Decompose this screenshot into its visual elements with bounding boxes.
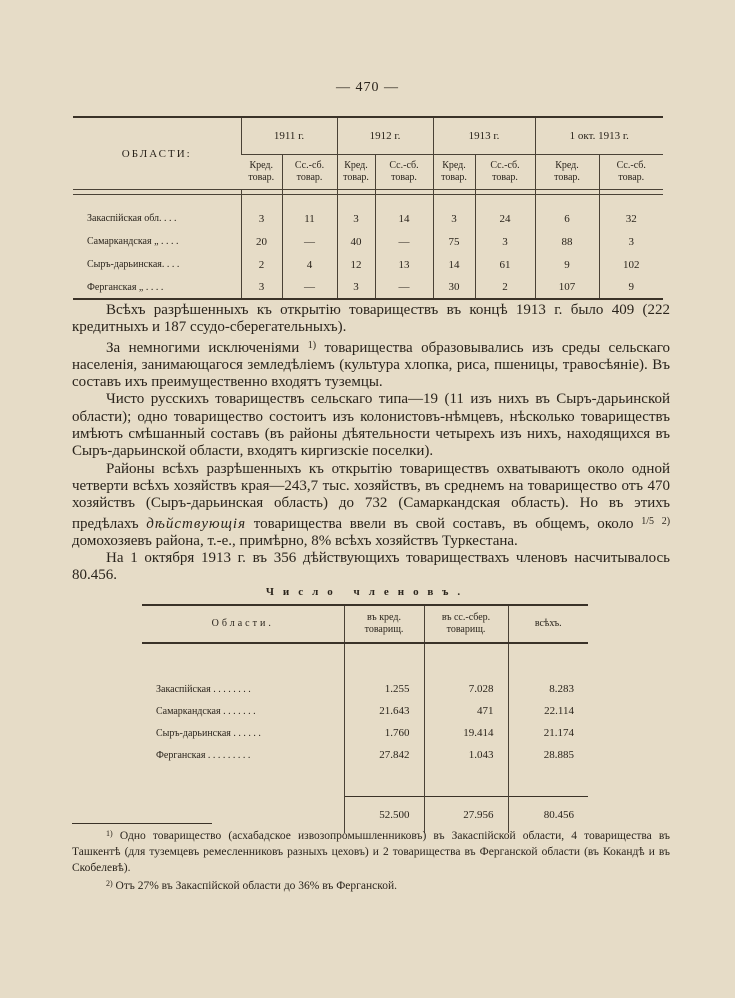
table-cell: 14 (375, 207, 433, 230)
table-cell: 21.174 (508, 722, 588, 744)
page-number: — 470 — (336, 80, 399, 95)
table-row (142, 678, 588, 700)
table-cell: 7.028 (424, 678, 508, 700)
table-cell: — (282, 230, 337, 253)
row-region-name: Закаспійская . . . . . . . . (156, 683, 251, 695)
paragraph: Всѣхъ разрѣшенныхъ къ открытію товариществъ въ концѣ 1913 г. было 409 (222 кредитныхъ и 187 ссудо-сберегательныхъ). (72, 302, 670, 336)
table-cell: 88 (535, 230, 599, 253)
year-header-1913: 1913 г. (433, 117, 535, 155)
row-region-name: Ферганская „ . . . . (87, 281, 164, 293)
year-header-1912: 1912 г. (337, 117, 433, 155)
table-cell: 14 (433, 253, 475, 276)
table-cell: 3 (433, 207, 475, 230)
table-cell: 20 (241, 230, 282, 253)
paragraph: Районы всѣхъ разрѣшенныхъ къ открытію товариществъ охватываютъ около одной четверти всѣхъ хозяйствъ края—243,7 тыс. хозяйствъ, въ среднемъ на товарищество отъ 470 хозяйствъ (Сыръ-дарьинская область) до 732 (Самаркандская область). Но въ этихъ предѣлахъ дѣйствующія товарищества ввели въ свой составъ, въ общемъ, около $^{1/5}$ $^{2)}$ домохозяевъ района, т.-е., примѣрно, 8%⁠ всѣхъ хозяйствъ Туркестана. (72, 460, 671, 549)
table-cell: 3 (599, 230, 663, 253)
subheader-credit: Кред. товар. (433, 155, 475, 190)
table-cell: 22.114 (508, 700, 588, 722)
table-cell: 3 (241, 276, 282, 299)
paragraph: За немногими исключеніями $^{1)}$ товарищества образовывались изъ среды сельскаго населенія, занимающагося земледѣліемъ (культура хлопка, риса, пшеницы, травосѣяніе). Въ составъ ихъ преимущественно входятъ туземцы. (72, 339, 671, 391)
total-all: 80.456 (508, 797, 588, 834)
members-table-title: Число членовъ. (265, 586, 470, 598)
table-cell: 4 (282, 253, 337, 276)
table-cell: 2 (475, 276, 535, 299)
table-cell: 2 (241, 253, 282, 276)
year-header-1911: 1911 г. (241, 117, 337, 155)
credit-column-header: въ кред. товарищ. (344, 605, 424, 643)
table-cell: 19.414 (424, 722, 508, 744)
table-row (73, 276, 663, 299)
table-row (73, 230, 663, 253)
table-cell: 3 (241, 207, 282, 230)
societies-by-year-table (73, 116, 663, 300)
savings-column-header: въ сс.-сбер. товарищ. (424, 605, 508, 643)
footnote-divider (72, 823, 212, 824)
subheader-credit: Кред. товар. (248, 160, 275, 183)
subheader-savings: Сс.-сб. товар. (599, 155, 663, 190)
footnote-2: $^{2)}$ Отъ 27% въ Закаспійской области до 36% въ Ферганской. (106, 879, 398, 892)
footnotes (72, 826, 670, 894)
table-cell: 21.643 (344, 700, 424, 722)
row-region-name: Сыръ-дарьинская . . . . . . (156, 727, 261, 739)
row-region-name: Самаркандская „ . . . . (87, 236, 179, 247)
table-cell: 3 (337, 207, 375, 230)
table-cell: 75 (433, 230, 475, 253)
emphasis: дѣйствующія (146, 515, 247, 532)
members-table (142, 604, 588, 833)
total-credit: 52.500 (344, 797, 424, 834)
total-column-header: всѣхъ. (508, 605, 588, 643)
table-cell: 107 (535, 276, 599, 299)
table-cell: 11 (282, 207, 337, 230)
row-region-name: Ферганская . . . . . . . . . (156, 749, 251, 761)
subheader-savings: Сс.-сб. товар. (282, 155, 337, 190)
table-cell: 30 (433, 276, 475, 299)
table-cell: 1.760 (344, 722, 424, 744)
body-text (72, 302, 670, 585)
fraction: 1/5 (641, 515, 655, 527)
region-column-header: Области. (142, 605, 344, 643)
table-cell: 12 (337, 253, 375, 276)
subheader-credit: Кред. товар. (337, 155, 375, 190)
table-cell: 3 (475, 230, 535, 253)
paragraph: Чисто русскихъ товариществъ сельскаго типа—19 (11 изъ нихъ въ Сыръ-дарьинской области); одно товарищество состоитъ изъ колонистовъ-нѣмцевъ, нѣсколько товариществъ имѣютъ смѣшанный составъ (въ районы дѣятельности четырехъ изъ нихъ, находящихся въ Сыръ-дарьинской области, входятъ киргизскіе поселки). (72, 391, 670, 460)
table-cell: — (282, 276, 337, 299)
total-savings: 27.956 (424, 797, 508, 834)
table-cell: 1.043 (424, 744, 508, 766)
year-header-oct-1913: 1 окт. 1913 г. (535, 117, 663, 155)
subheader-credit: Кред. товар. (535, 155, 599, 190)
table-cell: 24 (475, 207, 535, 230)
footnote-ref: 1) (307, 339, 317, 351)
table-row (142, 700, 588, 722)
table-cell: 61 (475, 253, 535, 276)
row-region-name: Самаркандская . . . . . . . (156, 705, 256, 717)
table-cell: 13 (375, 253, 433, 276)
table-cell: 28.885 (508, 744, 588, 766)
row-region-name: Сыръ-дарьинская. . . . (87, 259, 180, 270)
region-column-header: ОБЛАСТИ: (73, 117, 241, 190)
table-cell: 9 (599, 276, 663, 299)
subheader-savings: Сс.-сб. товар. (375, 155, 433, 190)
table-cell: 27.842 (344, 744, 424, 766)
table-cell: 3 (337, 276, 375, 299)
table-cell: — (375, 276, 433, 299)
table-row (142, 722, 588, 744)
footnote-1: $^{1)}$ Одно товарищество (асхабадское извозопромышленниковъ) въ Закаспійской области, 4 товарищества въ Ташкентѣ (для туземцевъ ремесленниковъ разныхъ цеховъ) и 2 товарищества въ Ферганской области (въ Кокандѣ и въ Скобелевѣ). (72, 829, 671, 874)
table-cell: 40 (337, 230, 375, 253)
table-cell: 32 (599, 207, 663, 230)
table-cell: 9 (535, 253, 599, 276)
table-row (73, 207, 663, 230)
table-cell: 6 (535, 207, 599, 230)
table-row (73, 253, 663, 276)
row-region-name: Закаспійская обл. . . . (87, 213, 177, 224)
table-row (142, 744, 588, 766)
table-cell: 102 (599, 253, 663, 276)
subheader-savings: Сс.-сб. товар. (475, 155, 535, 190)
table-cell: 471 (424, 700, 508, 722)
table-cell: 8.283 (508, 678, 588, 700)
table-cell: 1.255 (344, 678, 424, 700)
table-cell: — (375, 230, 433, 253)
footnote-ref: 2) (661, 515, 671, 527)
paragraph: На 1 октября 1913 г. въ 356 дѣйствующихъ товариществахъ членовъ насчитывалось 80.456. (72, 550, 670, 584)
